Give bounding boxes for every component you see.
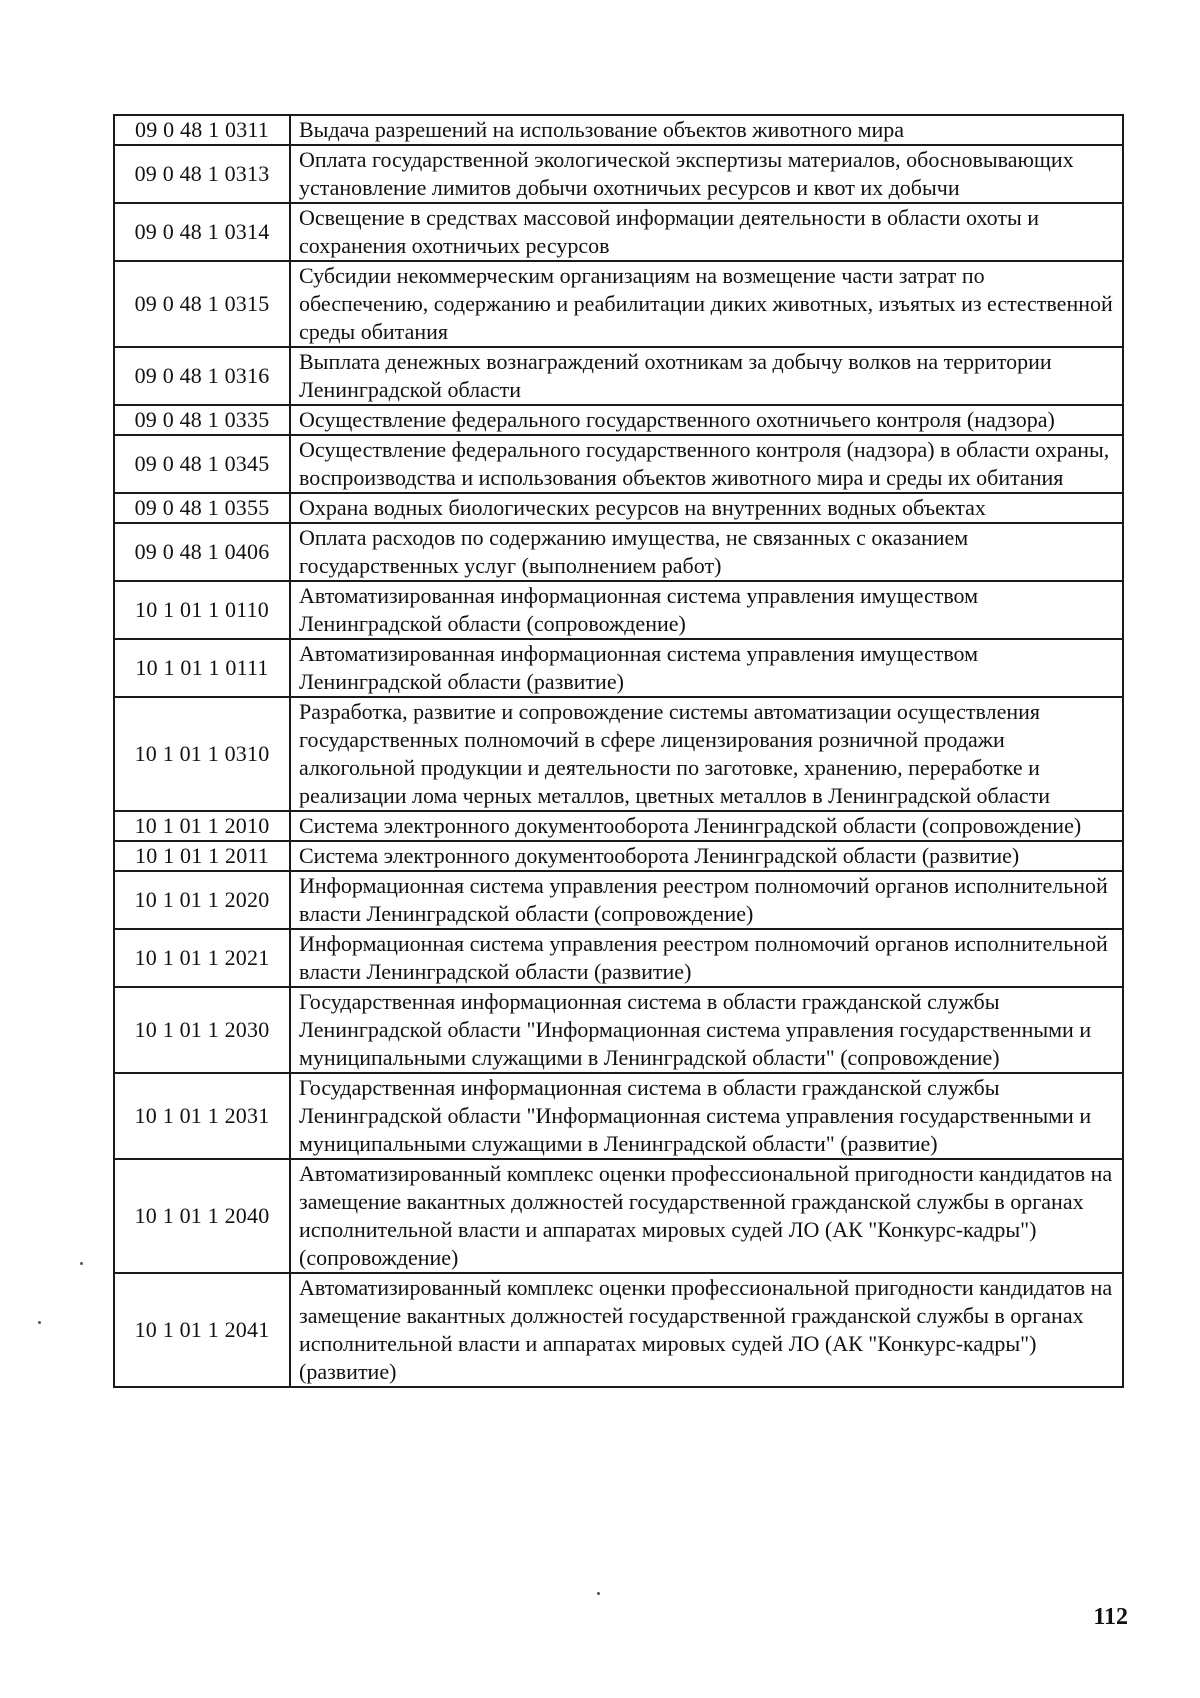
description-cell: Выплата денежных вознаграждений охотникам за добычу волков на территории Ленинградской области bbox=[290, 347, 1123, 405]
table-row bbox=[114, 435, 1123, 493]
table-row bbox=[114, 841, 1123, 871]
description-cell: Оплата расходов по содержанию имущества, не связанных с оказанием государственных услуг (выполнением работ) bbox=[290, 523, 1123, 581]
table-row bbox=[114, 347, 1123, 405]
description-cell: Субсидии некоммерческим организациям на возмещение части затрат по обеспечению, содержанию и реабилитации диких животных, изъятых из естественной среды обитания bbox=[290, 261, 1123, 347]
description-cell: Осуществление федерального государственного контроля (надзора) в области охраны, воспроизводства и использования объектов животного мира и среды их обитания bbox=[290, 435, 1123, 493]
table-row bbox=[114, 261, 1123, 347]
description-cell: Автоматизированный комплекс оценки профессиональной пригодности кандидатов на замещение вакантных должностей государственной гражданской службы в органах исполнительной власти и аппаратах мировых судей ЛО (АК "Конкурс-кадры") (сопровождение) bbox=[290, 1159, 1123, 1273]
table-row bbox=[114, 987, 1123, 1073]
description-cell: Разработка, развитие и сопровождение системы автоматизации осуществления государственных полномочий в сфере лицензирования розничной продажи алкогольной продукции и деятельности по заготовке, хранению, переработке и реализации лома черных металлов, цветных металлов в Ленинградской области bbox=[290, 697, 1123, 811]
table-row bbox=[114, 405, 1123, 435]
code-cell: 10 1 01 1 2041 bbox=[114, 1273, 290, 1387]
budget-codes-table bbox=[113, 114, 1124, 1388]
description-cell: Автоматизированный комплекс оценки профессиональной пригодности кандидатов на замещение вакантных должностей государственной гражданской службы в органах исполнительной власти и аппаратах мировых судей ЛО (АК "Конкурс-кадры") (развитие) bbox=[290, 1273, 1123, 1387]
table-row bbox=[114, 145, 1123, 203]
description-cell: Выдача разрешений на использование объектов животного мира bbox=[290, 115, 1123, 145]
table-row bbox=[114, 581, 1123, 639]
description-cell: Оплата государственной экологической экспертизы материалов, обосновывающих установление лимитов добычи охотничьих ресурсов и квот их добычи bbox=[290, 145, 1123, 203]
table-row bbox=[114, 203, 1123, 261]
table-row bbox=[114, 929, 1123, 987]
code-cell: 09 0 48 1 0335 bbox=[114, 405, 290, 435]
table-row bbox=[114, 697, 1123, 811]
code-cell: 09 0 48 1 0406 bbox=[114, 523, 290, 581]
code-cell: 10 1 01 1 2021 bbox=[114, 929, 290, 987]
code-cell: 10 1 01 1 0111 bbox=[114, 639, 290, 697]
description-cell: Охрана водных биологических ресурсов на внутренних водных объектах bbox=[290, 493, 1123, 523]
table-row bbox=[114, 493, 1123, 523]
code-cell: 09 0 48 1 0314 bbox=[114, 203, 290, 261]
description-cell: Информационная система управления реестром полномочий органов исполнительной власти Ленинградской области (сопровождение) bbox=[290, 871, 1123, 929]
code-cell: 09 0 48 1 0315 bbox=[114, 261, 290, 347]
code-cell: 09 0 48 1 0345 bbox=[114, 435, 290, 493]
code-cell: 10 1 01 1 0310 bbox=[114, 697, 290, 811]
table-row bbox=[114, 523, 1123, 581]
description-cell: Автоматизированная информационная система управления имуществом Ленинградской области (сопровождение) bbox=[290, 581, 1123, 639]
code-cell: 09 0 48 1 0311 bbox=[114, 115, 290, 145]
table-row bbox=[114, 1159, 1123, 1273]
table-row bbox=[114, 811, 1123, 841]
code-cell: 10 1 01 1 2030 bbox=[114, 987, 290, 1073]
table-row bbox=[114, 639, 1123, 697]
description-cell: Государственная информационная система в области гражданской службы Ленинградской области "Информационная система управления государственными и муниципальными служащими в Ленинградской области" (сопровождение) bbox=[290, 987, 1123, 1073]
code-cell: 10 1 01 1 2020 bbox=[114, 871, 290, 929]
table-row bbox=[114, 871, 1123, 929]
code-cell: 09 0 48 1 0355 bbox=[114, 493, 290, 523]
code-cell: 10 1 01 1 2031 bbox=[114, 1073, 290, 1159]
description-cell: Система электронного документооборота Ленинградской области (сопровождение) bbox=[290, 811, 1123, 841]
table-row bbox=[114, 1273, 1123, 1387]
description-cell: Система электронного документооборота Ленинградской области (развитие) bbox=[290, 841, 1123, 871]
scan-speck bbox=[597, 1592, 600, 1595]
code-cell: 10 1 01 1 2011 bbox=[114, 841, 290, 871]
page-number: 112 bbox=[1093, 1604, 1128, 1630]
description-cell: Информационная система управления реестром полномочий органов исполнительной власти Ленинградской области (развитие) bbox=[290, 929, 1123, 987]
scan-speck bbox=[38, 1321, 41, 1324]
description-cell: Освещение в средствах массовой информации деятельности в области охоты и сохранения охотничьих ресурсов bbox=[290, 203, 1123, 261]
description-cell: Автоматизированная информационная система управления имуществом Ленинградской области (развитие) bbox=[290, 639, 1123, 697]
code-cell: 10 1 01 1 2040 bbox=[114, 1159, 290, 1273]
table-body bbox=[114, 115, 1123, 1387]
description-cell: Государственная информационная система в области гражданской службы Ленинградской области "Информационная система управления государственными и муниципальными служащими в Ленинградской области" (развитие) bbox=[290, 1073, 1123, 1159]
code-cell: 09 0 48 1 0313 bbox=[114, 145, 290, 203]
code-cell: 09 0 48 1 0316 bbox=[114, 347, 290, 405]
table-row bbox=[114, 1073, 1123, 1159]
scan-speck bbox=[80, 1262, 83, 1265]
code-cell: 10 1 01 1 0110 bbox=[114, 581, 290, 639]
description-cell: Осуществление федерального государственного охотничьего контроля (надзора) bbox=[290, 405, 1123, 435]
code-cell: 10 1 01 1 2010 bbox=[114, 811, 290, 841]
table-row bbox=[114, 115, 1123, 145]
